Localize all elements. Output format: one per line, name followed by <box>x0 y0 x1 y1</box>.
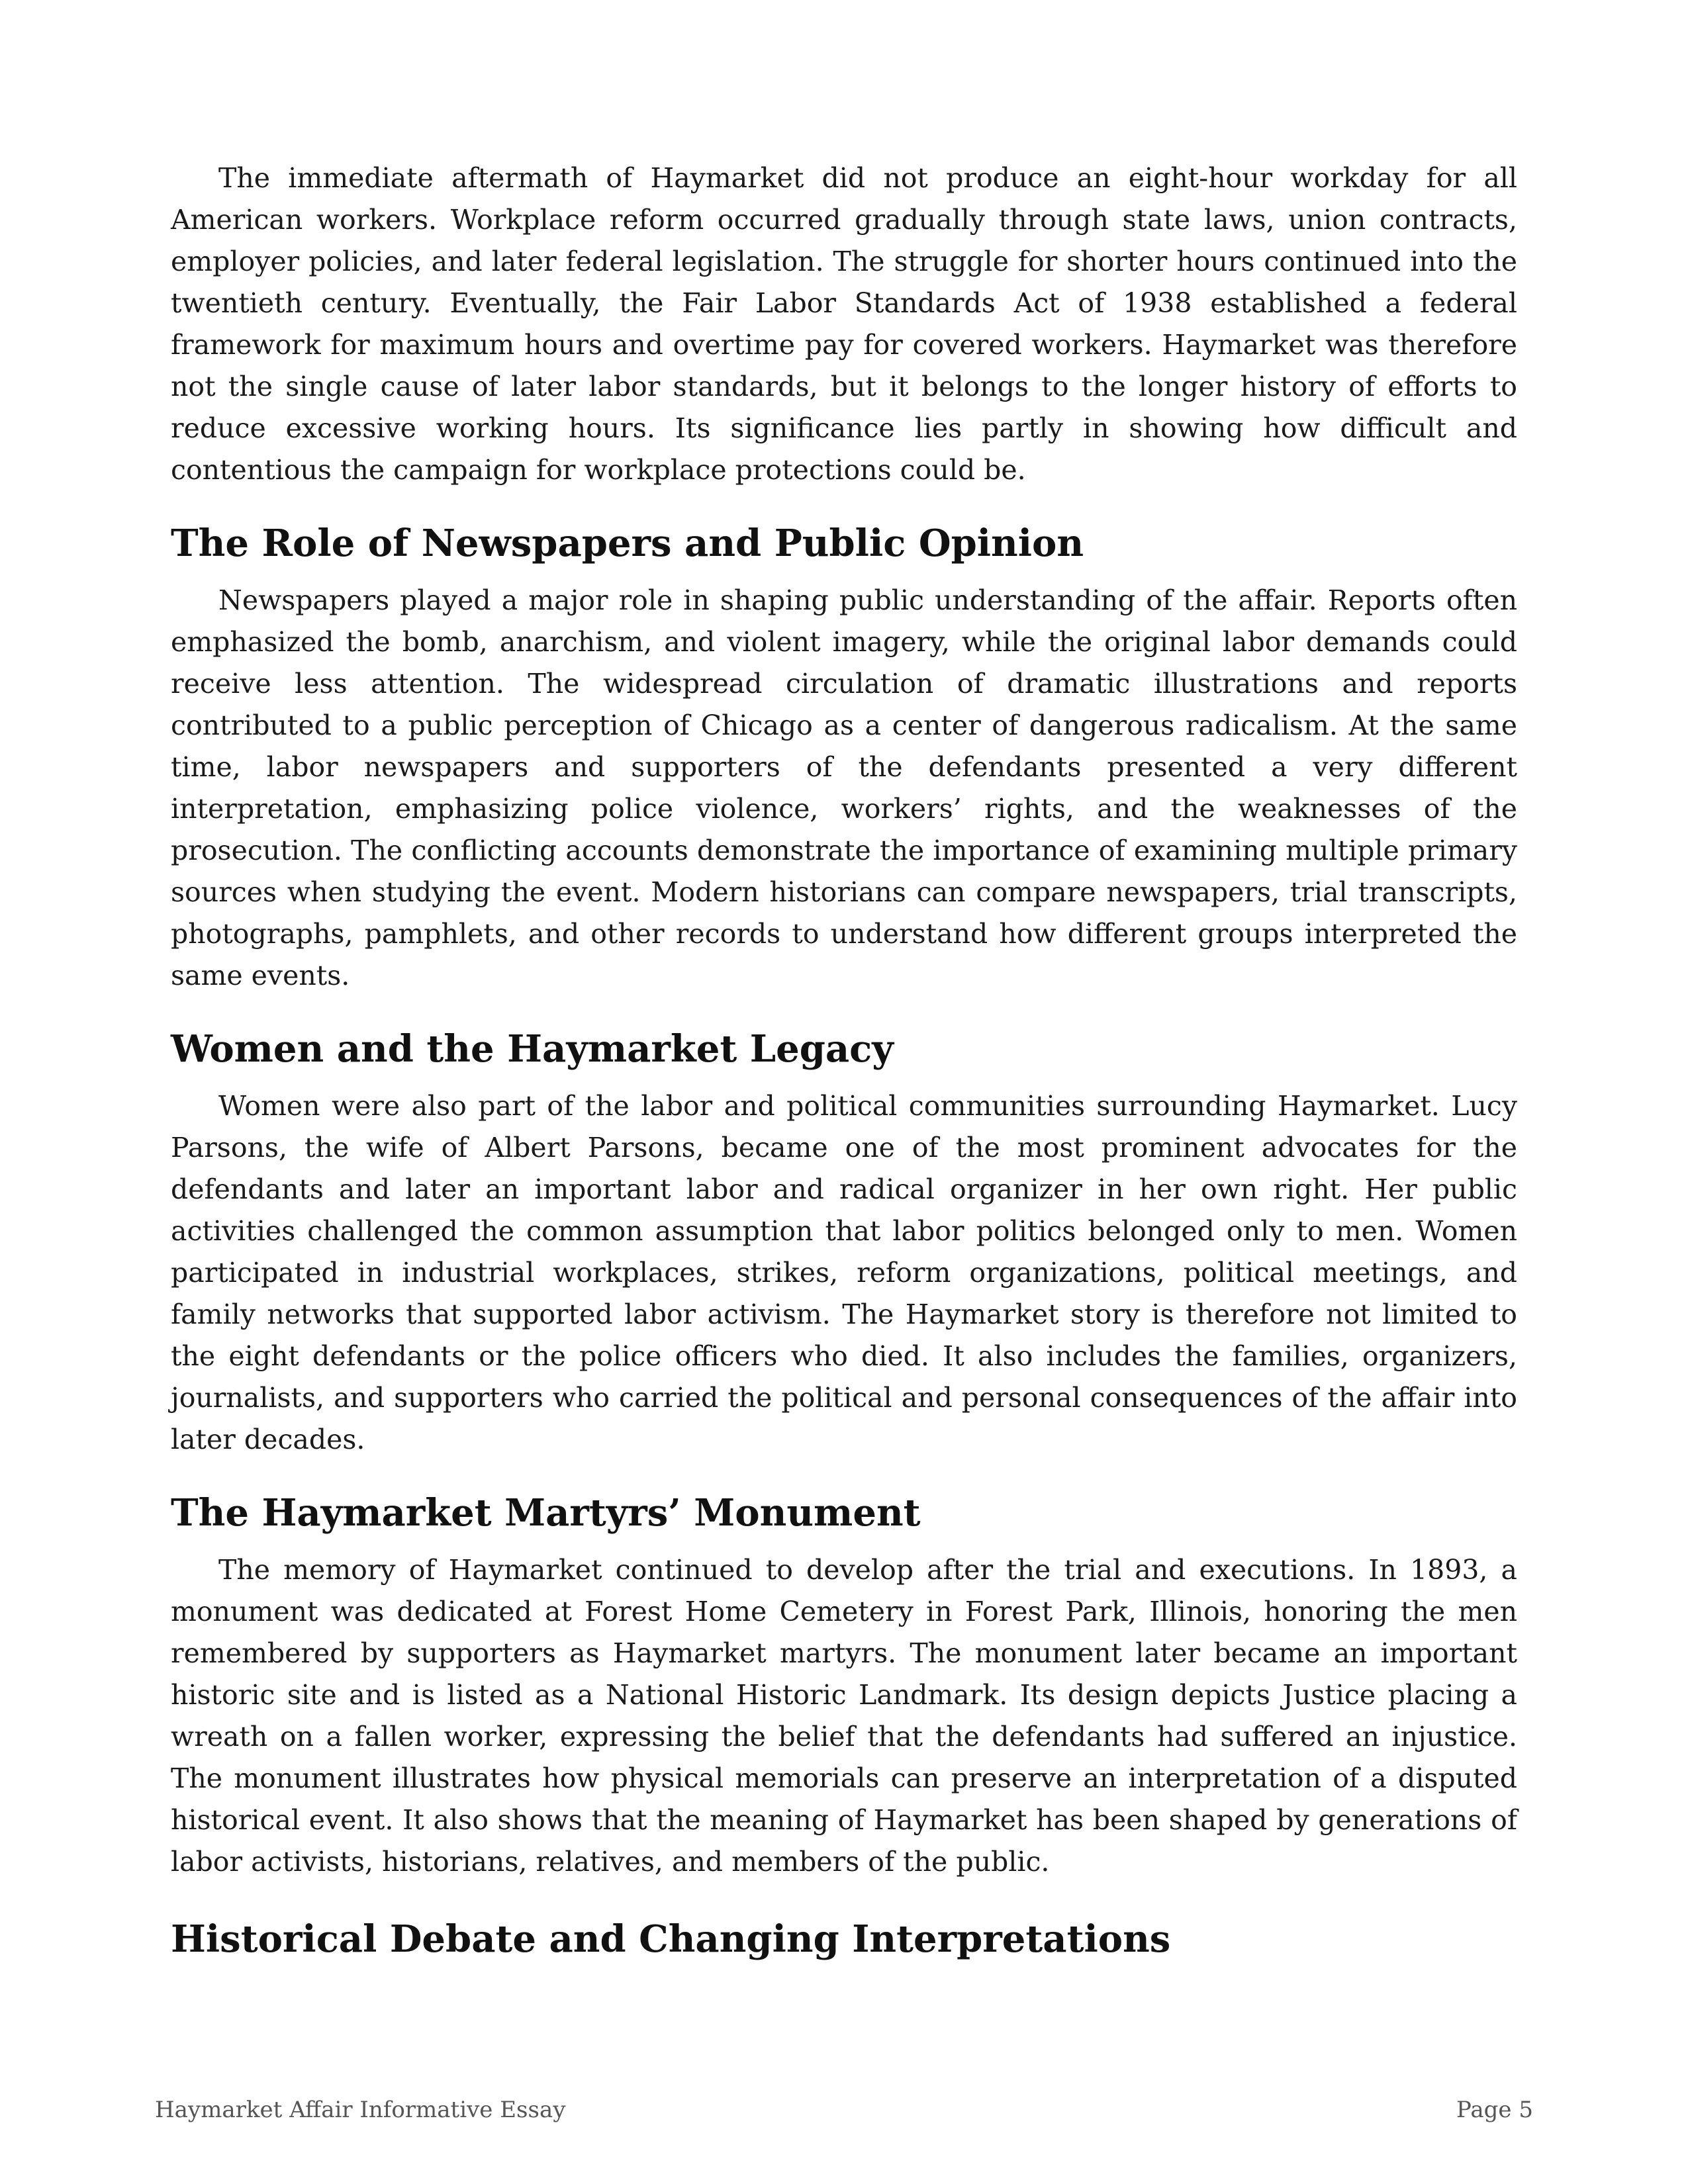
section-paragraph-women: Women were also part of the labor and political communities surrounding Haymarket. Lucy Parsons, the wife of Albert Parsons, became one of the most prominent advocates for the defendants and later an important labor and radical organizer in her own right. Her public activities challenged the common assumption that labor politics belonged only to men. Women participated in industrial workplaces, strikes, reform organizations, political meetings, and family networks that supported labor activism. The Haymarket story is therefore not limited to the eight defendants or the police officers who died. It also includes the families, organizers, journalists, and supporters who carried the political and personal consequences of the affair into later decades. <box>171 1090 1517 1455</box>
section-heading-women: Women and the Haymarket Legacy <box>171 1027 894 1071</box>
section-paragraph-monument: The memory of Haymarket continued to develop after the trial and executions. In 1893, a monument was dedicated at Forest Home Cemetery in Forest Park, Illinois, honoring the men remembered by supporters as Haymarket martyrs. The monument later became an important historic site and is listed as a National Historic Landmark. Its design depicts Justice placing a wreath on a fallen worker, expressing the belief that the defendants had suffered an injustice. The monument illustrates how physical memorials can preserve an interpretation of a disputed historical event. It also shows that the meaning of Haymarket has been shaped by generations of labor activists, historians, relatives, and members of the public. <box>171 1554 1517 1878</box>
section-heading-monument: The Haymarket Martyrs’ Monument <box>171 1491 921 1535</box>
footer-page-number: Page 5 <box>1456 2097 1533 2123</box>
footer-document-title: Haymarket Affair Informative Essay <box>155 2097 566 2123</box>
section-heading-newspapers: The Role of Newspapers and Public Opinion <box>171 522 1084 565</box>
section-heading-historical-debate: Historical Debate and Changing Interpretations <box>171 1917 1171 1961</box>
document-body <box>171 158 1517 1976</box>
intro-paragraph: The immediate aftermath of Haymarket did not produce an eight-hour workday for all American workers. Workplace reform occurred gradually through state laws, union contracts, employer policies, and later federal legislation. The struggle for shorter hours continued into the twentieth century. Eventually, the Fair Labor Standards Act of 1938 established a federal framework for maximum hours and overtime pay for covered workers. Haymarket was therefore not the single cause of later labor standards, but it belongs to the longer history of efforts to reduce excessive working hours. Its significance lies partly in showing how difficult and contentious the campaign for workplace protections could be. <box>171 162 1517 486</box>
section-paragraph-newspapers: Newspapers played a major role in shaping public understanding of the affair. Reports often emphasized the bomb, anarchism, and violent imagery, while the original labor demands could receive less attention. The widespread circulation of dramatic illustrations and reports contributed to a public perception of Chicago as a center of dangerous radicalism. At the same time, labor newspapers and supporters of the defendants presented a very different interpretation, emphasizing police violence, workers’ rights, and the weaknesses of the prosecution. The conflicting accounts demonstrate the importance of examining multiple primary sources when studying the event. Modern historians can compare newspapers, trial transcripts, photographs, pamphlets, and other records to understand how different groups interpreted the same events. <box>171 584 1517 991</box>
